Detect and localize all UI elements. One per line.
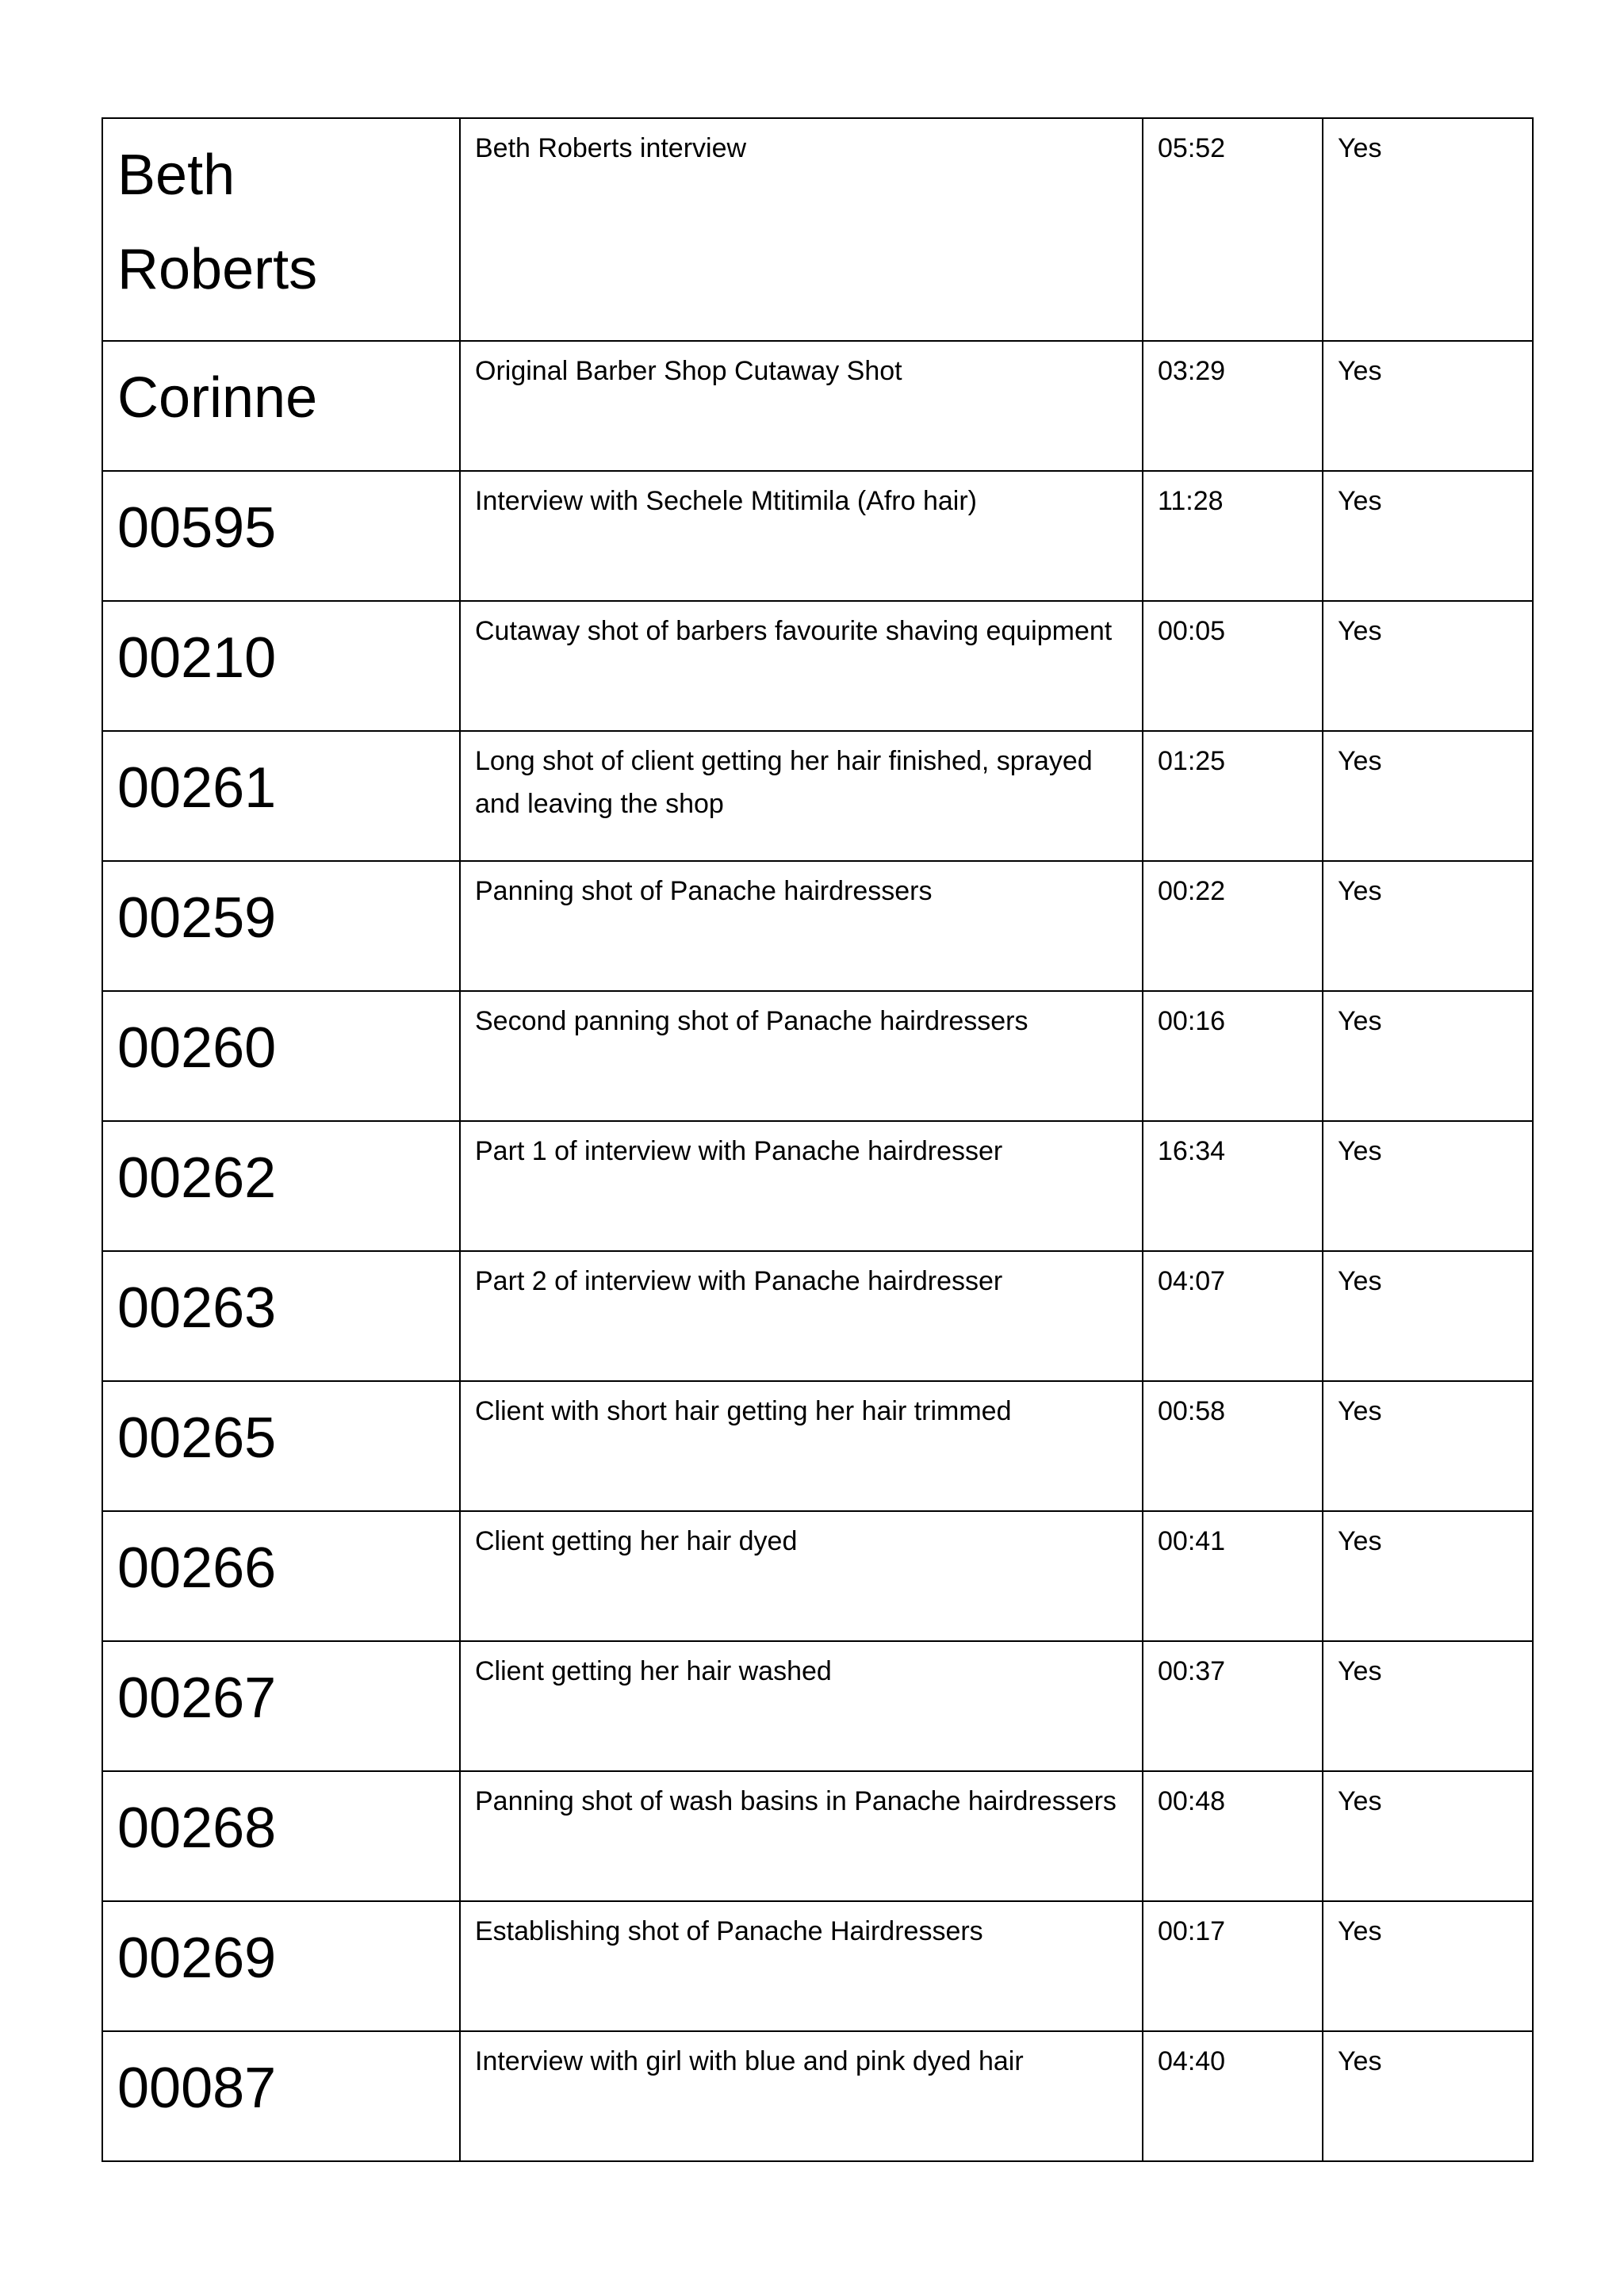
clip-used-cell: Yes bbox=[1323, 1121, 1533, 1251]
table-row bbox=[102, 601, 1533, 731]
clip-duration-cell: 03:29 bbox=[1143, 341, 1323, 471]
table-row bbox=[102, 991, 1533, 1121]
clip-description-cell: Original Barber Shop Cutaway Shot bbox=[460, 341, 1143, 471]
clip-description-cell: Second panning shot of Panache hairdressers bbox=[460, 991, 1143, 1121]
footage-log-table bbox=[102, 117, 1534, 2162]
clip-description-cell: Client getting her hair dyed bbox=[460, 1511, 1143, 1641]
table-row bbox=[102, 1771, 1533, 1901]
clip-duration-cell: 04:40 bbox=[1143, 2031, 1323, 2161]
clip-id-cell: 00262 bbox=[102, 1121, 460, 1251]
table-row bbox=[102, 731, 1533, 861]
clip-id-cell: 00261 bbox=[102, 731, 460, 861]
clip-description-cell: Establishing shot of Panache Hairdressers bbox=[460, 1901, 1143, 2031]
clip-used-cell: Yes bbox=[1323, 731, 1533, 861]
table-row bbox=[102, 1901, 1533, 2031]
clip-duration-cell: 00:58 bbox=[1143, 1381, 1323, 1511]
clip-id-cell: Beth Roberts bbox=[102, 118, 460, 341]
clip-id-cell: 00210 bbox=[102, 601, 460, 731]
clip-id-cell: 00259 bbox=[102, 861, 460, 991]
clip-id-cell: 00268 bbox=[102, 1771, 460, 1901]
clip-duration-cell: 00:41 bbox=[1143, 1511, 1323, 1641]
clip-used-cell: Yes bbox=[1323, 601, 1533, 731]
clip-used-cell: Yes bbox=[1323, 2031, 1533, 2161]
clip-duration-cell: 11:28 bbox=[1143, 471, 1323, 601]
clip-duration-cell: 00:17 bbox=[1143, 1901, 1323, 2031]
clip-used-cell: Yes bbox=[1323, 861, 1533, 991]
table-row bbox=[102, 341, 1533, 471]
table-row bbox=[102, 1121, 1533, 1251]
clip-id-cell: 00269 bbox=[102, 1901, 460, 2031]
clip-description-cell: Client with short hair getting her hair trimmed bbox=[460, 1381, 1143, 1511]
clip-duration-cell: 05:52 bbox=[1143, 118, 1323, 341]
table-row bbox=[102, 861, 1533, 991]
table-row bbox=[102, 118, 1533, 341]
table-row bbox=[102, 1641, 1533, 1771]
clip-id-cell: 00087 bbox=[102, 2031, 460, 2161]
clip-id-cell: 00266 bbox=[102, 1511, 460, 1641]
clip-used-cell: Yes bbox=[1323, 1251, 1533, 1381]
clip-description-cell: Interview with Sechele Mtitimila (Afro hair) bbox=[460, 471, 1143, 601]
clip-description-cell: Cutaway shot of barbers favourite shaving equipment bbox=[460, 601, 1143, 731]
clip-description-cell: Part 1 of interview with Panache hairdresser bbox=[460, 1121, 1143, 1251]
clip-description-cell: Beth Roberts interview bbox=[460, 118, 1143, 341]
clip-description-cell: Client getting her hair washed bbox=[460, 1641, 1143, 1771]
clip-id-cell: 00260 bbox=[102, 991, 460, 1121]
clip-duration-cell: 00:22 bbox=[1143, 861, 1323, 991]
clip-used-cell: Yes bbox=[1323, 1771, 1533, 1901]
clip-duration-cell: 04:07 bbox=[1143, 1251, 1323, 1381]
clip-used-cell: Yes bbox=[1323, 1381, 1533, 1511]
clip-used-cell: Yes bbox=[1323, 341, 1533, 471]
clip-used-cell: Yes bbox=[1323, 1511, 1533, 1641]
clip-duration-cell: 00:37 bbox=[1143, 1641, 1323, 1771]
table-row bbox=[102, 1251, 1533, 1381]
clip-duration-cell: 16:34 bbox=[1143, 1121, 1323, 1251]
clip-used-cell: Yes bbox=[1323, 991, 1533, 1121]
clip-duration-cell: 00:48 bbox=[1143, 1771, 1323, 1901]
clip-description-cell: Panning shot of wash basins in Panache hairdressers bbox=[460, 1771, 1143, 1901]
clip-description-cell: Part 2 of interview with Panache hairdresser bbox=[460, 1251, 1143, 1381]
clip-duration-cell: 01:25 bbox=[1143, 731, 1323, 861]
clip-id-cell: 00595 bbox=[102, 471, 460, 601]
clip-description-cell: Interview with girl with blue and pink dyed hair bbox=[460, 2031, 1143, 2161]
table-row bbox=[102, 2031, 1533, 2161]
table-row bbox=[102, 471, 1533, 601]
clip-used-cell: Yes bbox=[1323, 1901, 1533, 2031]
clip-used-cell: Yes bbox=[1323, 471, 1533, 601]
clip-used-cell: Yes bbox=[1323, 118, 1533, 341]
clip-id-cell: Corinne bbox=[102, 341, 460, 471]
clip-id-cell: 00263 bbox=[102, 1251, 460, 1381]
clip-duration-cell: 00:05 bbox=[1143, 601, 1323, 731]
clip-used-cell: Yes bbox=[1323, 1641, 1533, 1771]
clip-description-cell: Long shot of client getting her hair finished, sprayed and leaving the shop bbox=[460, 731, 1143, 861]
clip-description-cell: Panning shot of Panache hairdressers bbox=[460, 861, 1143, 991]
table-row bbox=[102, 1511, 1533, 1641]
clip-duration-cell: 00:16 bbox=[1143, 991, 1323, 1121]
clip-id-cell: 00267 bbox=[102, 1641, 460, 1771]
table-row bbox=[102, 1381, 1533, 1511]
clip-id-cell: 00265 bbox=[102, 1381, 460, 1511]
